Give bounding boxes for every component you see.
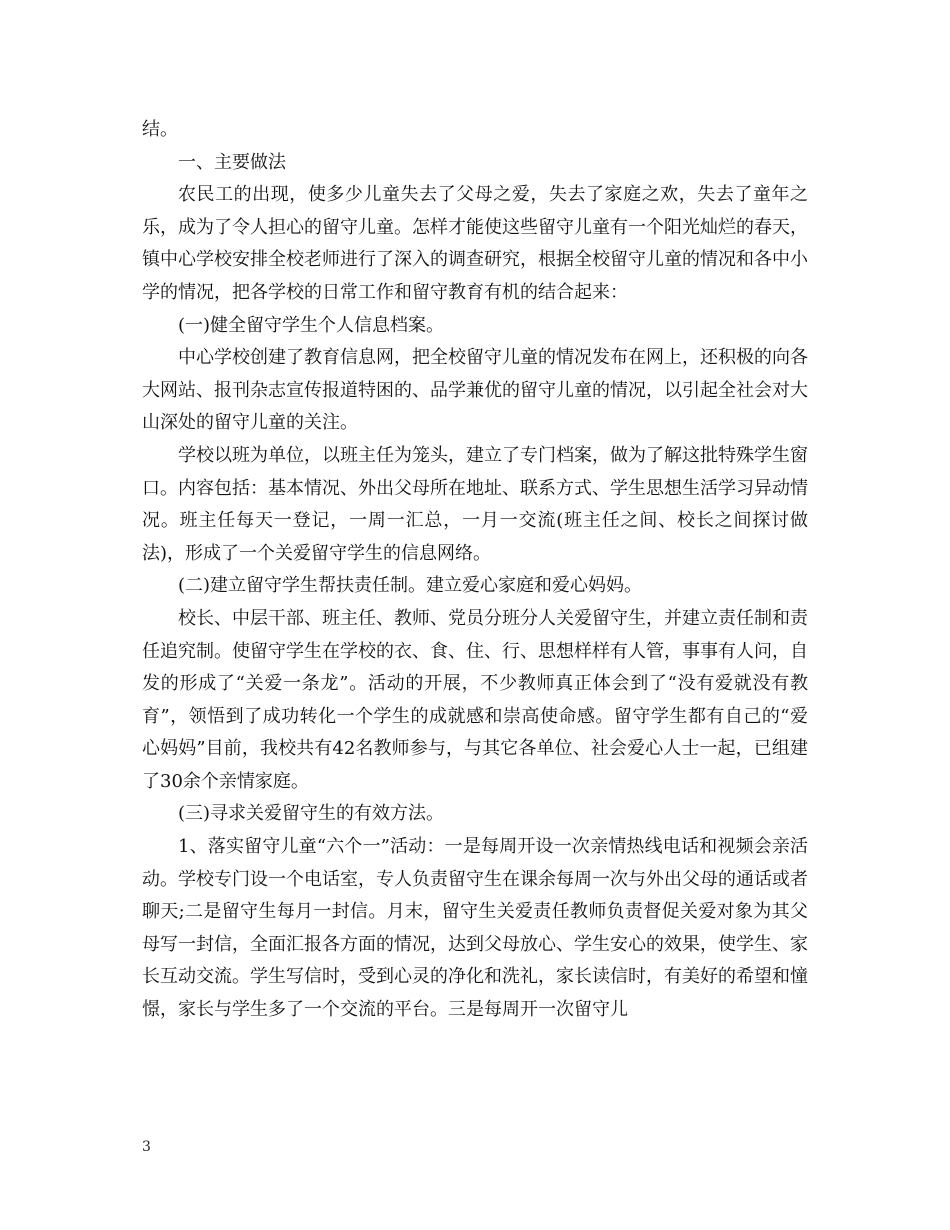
subheading-2: (二)建立留守学生帮扶责任制。建立爱心家庭和爱心妈妈。	[178, 575, 643, 597]
paragraph: 学校以班为单位，以班主任为笼头，建立了专门档案，做为了解这批特殊学生窗口。内容包括：基本情况、外出父母所在地址、联系方式、学生思想生活学习异动情况。班主任每天一登记，一周一汇总，一月一交流(班主任之间、校长之间探讨做法)，形成了一个关爱留守学生的信息网络。	[142, 444, 808, 564]
paragraph: 中心学校创建了教育信息网，把全校留守儿童的情况发布在网上，还积极的向各大网站、报刊杂志宣传报道特困的、品学兼优的留守儿童的情况，以引起全社会对大山深处的留守儿童的关注。	[142, 347, 808, 434]
section-heading-main-methods: 一、主要做法	[178, 151, 286, 173]
paragraph-intro: 农民工的出现，使多少儿童失去了父母之爱，失去了家庭之欢，失去了童年之乐，成为了令人担心的留守儿童。怎样才能使这些留守儿童有一个阳光灿烂的春天，镇中心学校安排全校老师进行了深入的调查研究，根据全校留守儿童的情况和各中小学的情况，把各学校的日常工作和留守教育有机的结合起来：	[142, 184, 808, 303]
paragraph: 1、落实留守儿童“六个一”活动：一是每周开设一次亲情热线电话和视频会亲活动。学校专门设一个电话室，专人负责留守生在课余每周一次与外出父母的通话或者聊天;二是留守生每月一封信。月末，留守生关爱责任教师负责督促关爱对象为其父母写一封信，全面汇报各方面的情况，达到父母放心、学生安心的效果，使学生、家长互动交流。学生写信时，受到心灵的净化和洗礼，家长读信时，有美好的希望和憧憬，家长与学生多了一个交流的平台。三是每周开一次留守儿	[142, 836, 808, 1021]
subheading-3: (三)寻求关爱留守生的有效方法。	[178, 803, 445, 825]
paragraph-continuation: 结。	[142, 119, 178, 140]
page-number: 3	[142, 1139, 151, 1155]
subheading-1: (一)健全留守学生个人信息档案。	[178, 314, 445, 336]
paragraph: 校长、中层干部、班主任、教师、党员分班分人关爱留守生，并建立责任制和责任追究制。使留守学生在学校的衣、食、住、行、思想样样有人管，事事有人问，自发的形成了“关爱一条龙”。活动的开展，不少教师真正体会到了“没有爱就没有教育”，领悟到了成功转化一个学生的成就感和崇高使命感。留守学生都有自己的“爱心妈妈”目前，我校共有42名教师参与，与其它各单位、社会爱心人士一起，已组建了30余个亲情家庭。	[142, 607, 808, 792]
document-body	[142, 114, 808, 1027]
